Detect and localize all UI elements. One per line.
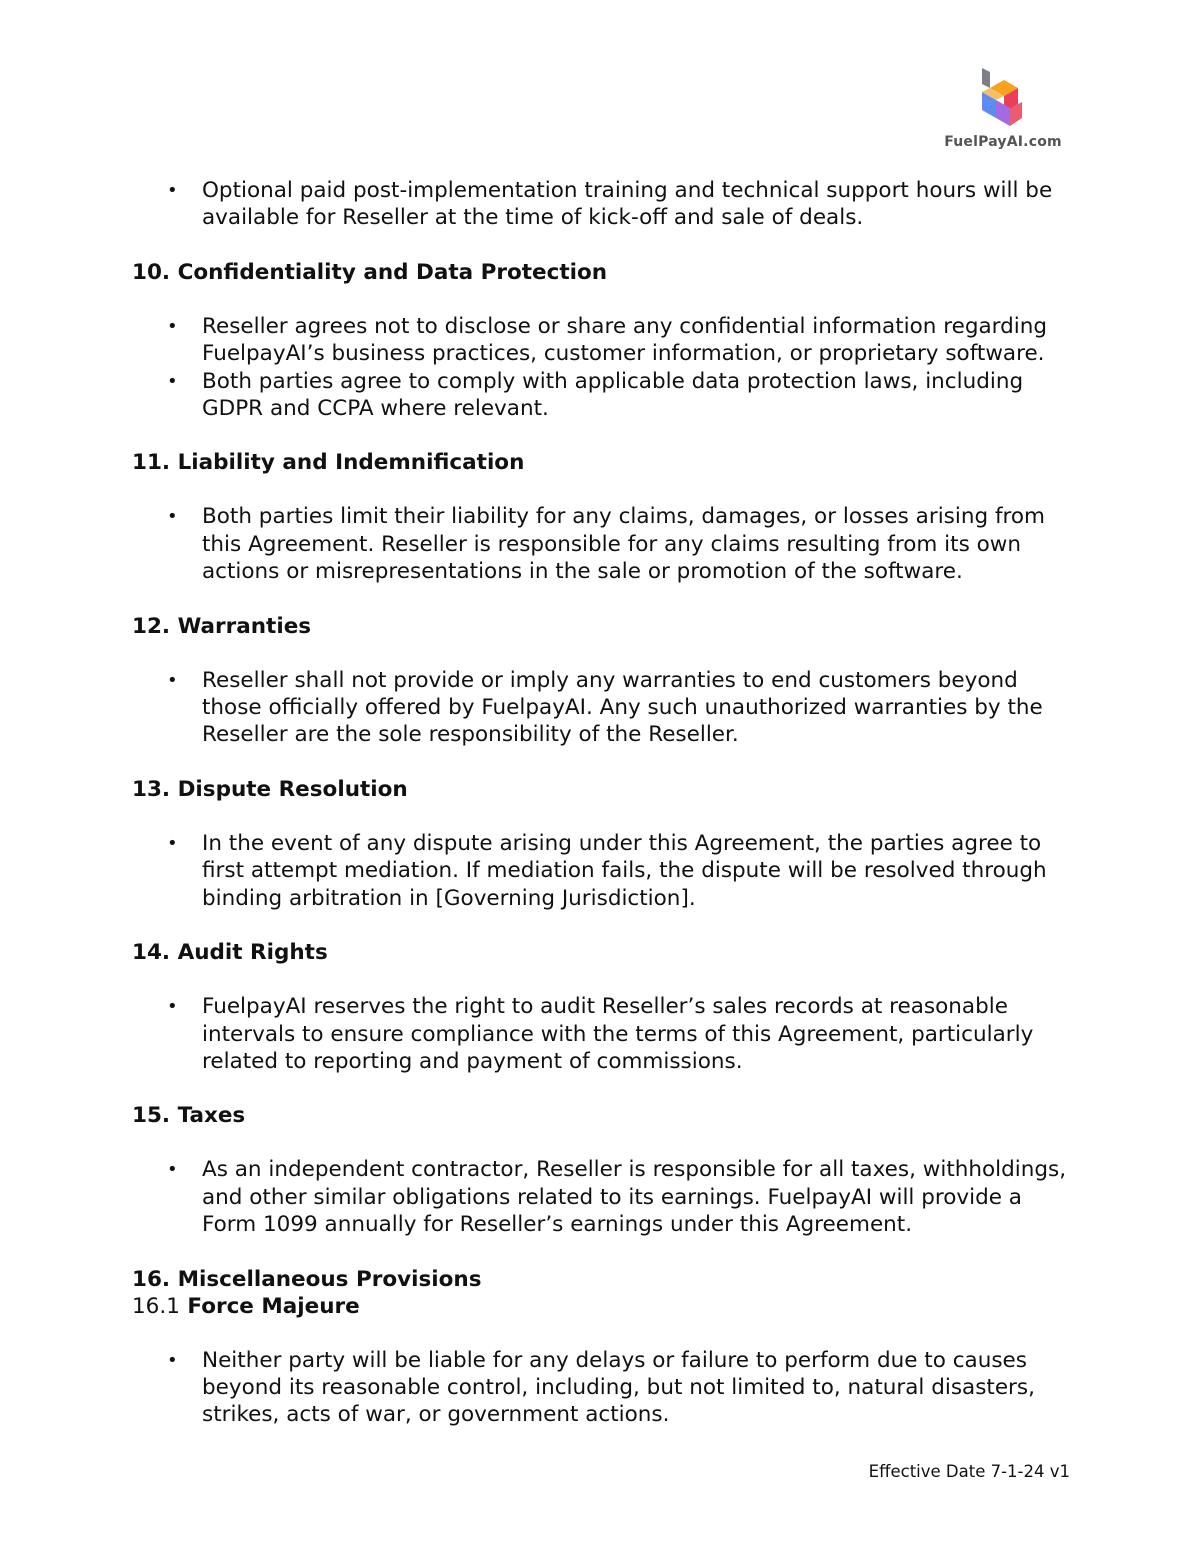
page-footer: Effective Date 7-1-24 v1 xyxy=(868,1462,1070,1481)
bullet-text: Optional paid post-implementation training and technical support hours will be available for Reseller at the time of kick-off and sale of deals. xyxy=(202,178,1053,231)
section-heading: 11. Liability and Indemnification xyxy=(132,450,525,476)
list-item xyxy=(132,667,1082,749)
bullet-list xyxy=(132,993,1082,1075)
bullet-list xyxy=(132,1347,1082,1429)
section-13 xyxy=(132,776,1082,939)
bullet-icon: • xyxy=(167,996,178,1018)
section-heading: 13. Dispute Resolution xyxy=(132,776,408,802)
bullet-text: Both parties limit their liability for any claims, damages, or losses arising from this Agreement. Reseller is responsible for any claims resulting from its own actions or misrepresentations in the sale or promotion of the software. xyxy=(202,504,1045,585)
bullet-text: FuelpayAI reserves the right to audit Reseller’s sales records at reasonable intervals to ensure compliance with the terms of this Agreement, particularly related to reporting and payment of commissions. xyxy=(202,994,1034,1074)
bullet-icon: • xyxy=(167,1159,178,1181)
list-item xyxy=(132,993,1082,1075)
bullet-text: Reseller shall not provide or imply any warranties to end customers beyond those officially offered by FuelpayAI. Any such unauthorized warranties by the Reseller are the sole responsibility of the Reseller. xyxy=(202,667,1043,748)
logo-text: FuelPayAI.com xyxy=(944,134,1062,150)
intro-bullet-list xyxy=(132,177,1082,232)
section-15 xyxy=(132,1102,1082,1265)
bullet-list xyxy=(132,667,1082,749)
bullet-text: Reseller agrees not to disclose or share any confidential information regarding FuelpayAI’s business practices, customer information, or proprietary software. xyxy=(202,313,1047,367)
list-item xyxy=(132,830,1082,912)
company-logo xyxy=(938,68,1068,158)
section-heading: 16. Miscellaneous Provisions xyxy=(132,1266,482,1292)
list-item xyxy=(132,503,1082,585)
subsection-heading xyxy=(132,1293,1082,1320)
bullet-text: Neither party will be liable for any delays or failure to perform due to causes beyond its reasonable control, including, but not limited to, natural disasters, strikes, acts of war, or government actions. xyxy=(202,1347,1035,1428)
section-14 xyxy=(132,939,1082,1102)
bullet-icon: • xyxy=(167,1349,178,1371)
section-heading: 15. Taxes xyxy=(132,1103,246,1129)
list-item xyxy=(132,368,1082,423)
list-item xyxy=(132,313,1082,368)
bullet-text: In the event of any dispute arising under this Agreement, the parties agree to first attempt mediation. If mediation fails, the dispute will be resolved through binding arbitration in [Governing Jurisdiction]. xyxy=(202,830,1047,911)
bullet-list xyxy=(132,1156,1082,1238)
subsection-number: 16.1 xyxy=(132,1293,180,1319)
section-heading: 12. Warranties xyxy=(132,613,312,639)
bullet-icon: • xyxy=(167,506,178,528)
bullet-icon: • xyxy=(167,370,178,392)
logo-mark-icon xyxy=(976,68,1030,130)
document-body xyxy=(132,177,1082,1429)
bullet-icon: • xyxy=(167,180,178,201)
section-16 xyxy=(132,1266,1082,1429)
section-heading: 14. Audit Rights xyxy=(132,940,328,966)
bullet-icon: • xyxy=(167,669,178,691)
list-item xyxy=(132,177,1082,232)
section-heading: 10. Confidentiality and Data Protection xyxy=(132,259,608,285)
section-12 xyxy=(132,613,1082,776)
bullet-list xyxy=(132,503,1082,585)
section-11 xyxy=(132,449,1082,612)
list-item xyxy=(132,1156,1082,1238)
section-10 xyxy=(132,259,1082,450)
bullet-icon: • xyxy=(167,315,178,337)
bullet-list xyxy=(132,313,1082,423)
subsection-title: Force Majeure xyxy=(187,1293,360,1319)
bullet-text: As an independent contractor, Reseller is responsible for all taxes, withholdings, and other similar obligations related to its earnings. FuelpayAI will provide a Form 1099 annually for Reseller’s earnings under this Agreement. xyxy=(202,1157,1067,1238)
list-item xyxy=(132,1347,1082,1429)
bullet-list xyxy=(132,830,1082,912)
bullet-text: Both parties agree to comply with applicable data protection laws, including GDPR and CCPA where relevant. xyxy=(202,368,1024,422)
bullet-icon: • xyxy=(167,832,178,854)
